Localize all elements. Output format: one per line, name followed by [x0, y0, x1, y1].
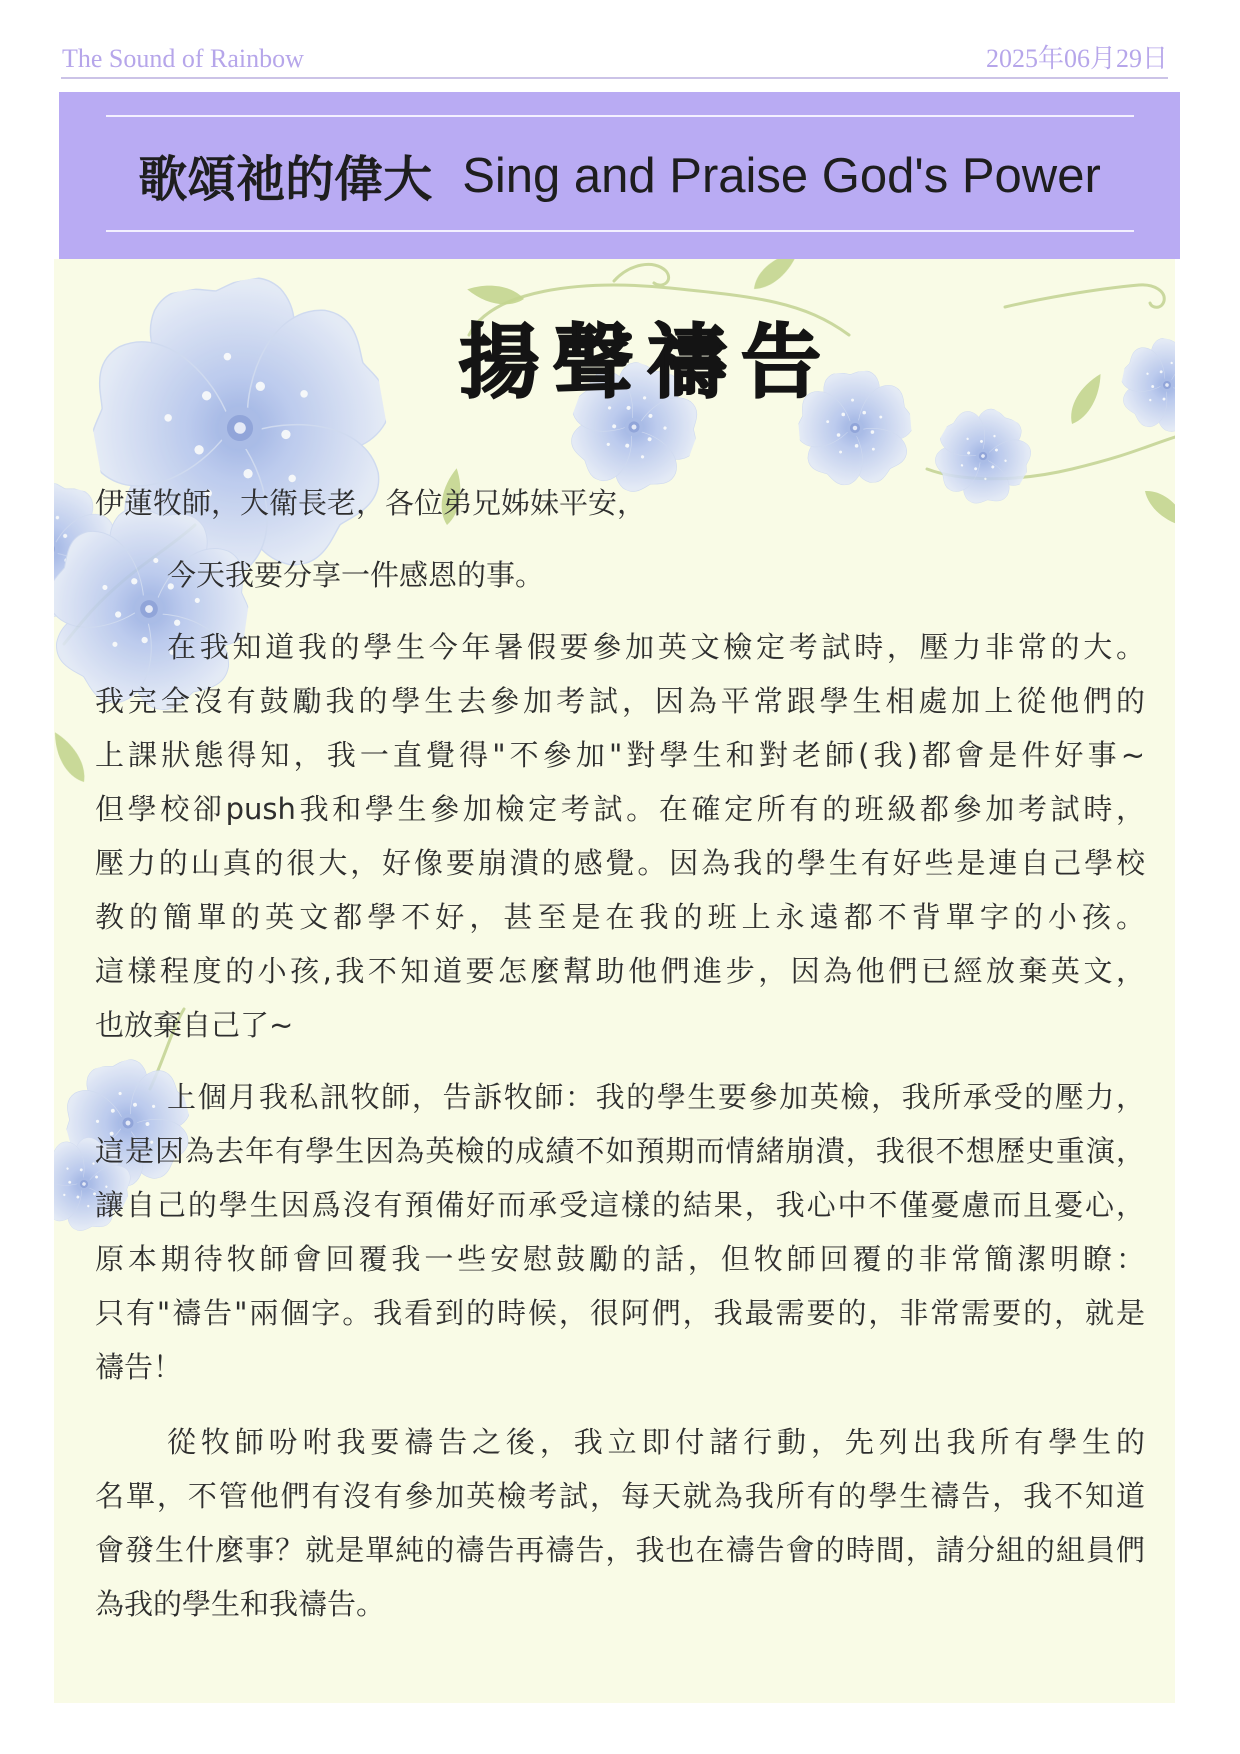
- paragraph-line: 在我知道我的學生今年暑假要參加英文檢定考試時，壓力非常的大。: [167, 630, 1145, 664]
- paragraph-line: 讓自己的學生因爲沒有預備好而承受這樣的結果，我心中不僅憂慮而且憂心，: [95, 1188, 1145, 1222]
- paragraph-line: 上課狀態得知，我一直覺得"不參加"對學生和對老師(我)都會是件好事~: [95, 738, 1145, 772]
- paragraph-line: 原本期待牧師會回覆我一些安慰鼓勵的話，但牧師回覆的非常簡潔明瞭：: [95, 1242, 1145, 1276]
- banner-title-chinese: 歌頌祂的偉大: [138, 152, 433, 207]
- paragraph-line: 教的簡單的英文都學不好，甚至是在我的班上永遠都不背單字的小孩。: [95, 900, 1145, 934]
- paragraph-line: 從牧師吩咐我要禱告之後，我立即付諸行動，先列出我所有學生的: [167, 1425, 1145, 1459]
- paragraph: [95, 620, 1145, 1052]
- banner-title: [59, 92, 1180, 259]
- paragraph-line: 為我的學生和我禱告。: [95, 1587, 386, 1621]
- paragraph: [95, 1070, 1145, 1394]
- paragraph-line: 只有"禱告"兩個字。我看到的時候，很阿們，我最需要的，非常需要的，就是: [95, 1296, 1145, 1330]
- article-body: [95, 476, 1145, 1631]
- paragraph: [95, 1415, 1145, 1631]
- greeting: 伊蓮牧師，大衛長老，各位弟兄姊妹平安，: [95, 486, 647, 520]
- header-divider: [61, 77, 1168, 79]
- article-area: [54, 259, 1175, 1703]
- publication-name: The Sound of Rainbow: [62, 44, 304, 73]
- page-header: [62, 44, 1168, 74]
- paragraph-line: 上個月我私訊牧師，告訴牧師：我的學生要參加英檢，我所承受的壓力，: [167, 1080, 1145, 1114]
- paragraph-line: 會發生什麼事？就是單純的禱告再禱告，我也在禱告會的時間，請分組的組員們: [95, 1533, 1145, 1567]
- paragraph-line: 禱告！: [95, 1350, 183, 1384]
- paragraph-line: 壓力的山真的很大，好像要崩潰的感覺。因為我的學生有好些是連自己學校: [95, 846, 1145, 880]
- paragraph-line: 這樣程度的小孩,我不知道要怎麼幫助他們進步，因為他們已經放棄英文，: [95, 954, 1145, 988]
- flower: [1108, 330, 1175, 444]
- paragraph-line: 今天我要分享一件感恩的事。: [167, 558, 545, 592]
- paragraph-line: 我完全沒有鼓勵我的學生去參加考試，因為平常跟學生相處加上從他們的: [95, 684, 1145, 718]
- article-title: 揚聲禱告: [459, 316, 835, 409]
- issue-date: 2025年06月29日: [985, 44, 1168, 73]
- banner-title-english: Sing and Praise God's Power: [462, 148, 1101, 203]
- banner-rule-bottom: [106, 230, 1134, 232]
- paragraph-line: 但學校卻push我和學生參加檢定考試。在確定所有的班級都參加考試時，: [95, 792, 1145, 826]
- paragraph: [95, 548, 1145, 602]
- title-banner: [59, 92, 1180, 259]
- paragraph-line: 這是因為去年有學生因為英檢的成績不如預期而情緒崩潰，我很不想歷史重演，: [95, 1134, 1145, 1168]
- paragraph-line: 也放棄自己了~: [95, 1008, 294, 1042]
- paragraph-line: 名單，不管他們有沒有參加英檢考試，每天就為我所有的學生禱告，我不知道: [95, 1479, 1145, 1513]
